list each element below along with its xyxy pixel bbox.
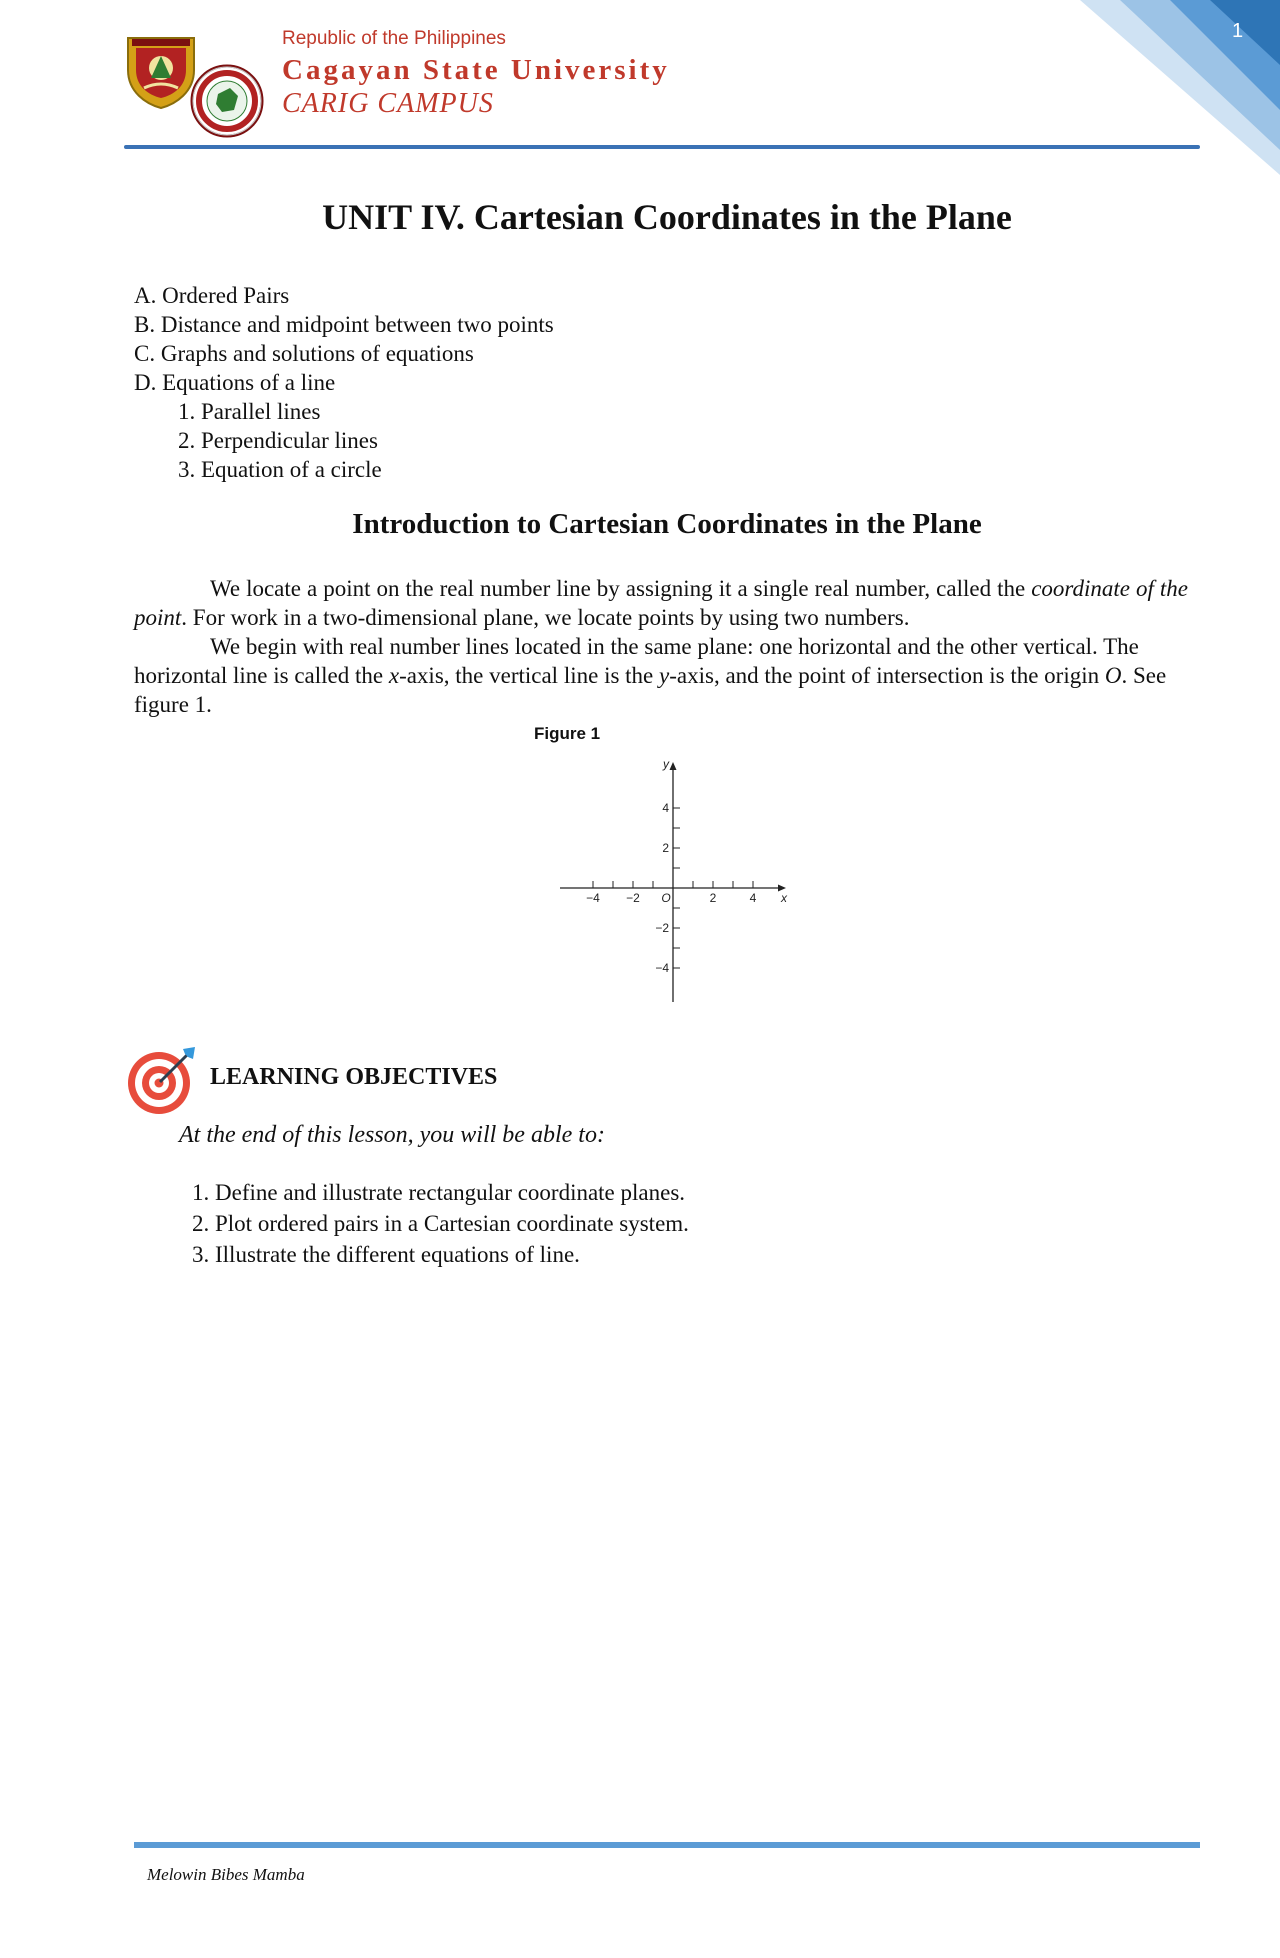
intro-text [134, 574, 1188, 719]
toc-item: C. Graphs and solutions of equations [134, 341, 474, 366]
campus-name: CARIG CAMPUS [282, 88, 494, 119]
author-name: Melowin Bibes Mamba [147, 1865, 305, 1884]
x-axis-label: x [781, 891, 787, 905]
y-axis-arrow [670, 762, 677, 770]
target-icon [126, 1044, 198, 1116]
section-title: Introduction to Cartesian Coordinates in the Plane [352, 508, 982, 540]
y-tick-label: 2 [662, 841, 669, 855]
objectives-title: LEARNING OBJECTIVES [210, 1064, 498, 1090]
y-tick-label: −2 [655, 921, 669, 935]
toc-item: D. Equations of a line [134, 370, 336, 395]
x-tick-label: 4 [749, 891, 757, 905]
intro-paragraph: We locate a point on the real number line by assigning it a single real number, called the coordinate of the point. For work in a two-dimensional plane, we locate points by using two numbers. [134, 576, 1188, 630]
toc-item: A. Ordered Pairs [134, 283, 290, 308]
republic-label: Republic of the Philippines [282, 28, 506, 49]
y-tick-label: −4 [655, 961, 669, 975]
header-divider [124, 145, 1200, 149]
toc-subitem: 1. Parallel lines [178, 399, 321, 424]
x-tick-label: 2 [709, 891, 717, 905]
figure-caption: Figure 1 [534, 724, 601, 743]
toc-subitem: 3. Equation of a circle [178, 457, 382, 482]
x-tick-label: −4 [586, 891, 600, 905]
page-number: 1 [1232, 20, 1244, 42]
objective-item: 3. Illustrate the different equations of line. [192, 1242, 580, 1267]
university-seal-icon [124, 34, 198, 110]
y-tick-label: 4 [662, 801, 669, 815]
toc-item: B. Distance and midpoint between two points [134, 312, 554, 337]
university-name: Cagayan State University [282, 54, 670, 86]
footer-divider [134, 1842, 1200, 1848]
intro-paragraph: We begin with real number lines located in the same plane: one horizontal and the other vertical. The horizontal line is called the x-axis, the vertical line is the y-axis, and the point of intersection is the origin O. See figure 1. [134, 634, 1167, 717]
college-seal-icon [190, 64, 264, 138]
origin-label: O [661, 891, 671, 905]
y-axis-label: y [663, 757, 669, 771]
x-tick-label: −2 [626, 891, 640, 905]
coordinate-axes-figure [556, 752, 796, 1006]
objective-item: 1. Define and illustrate rectangular coordinate planes. [192, 1180, 686, 1205]
unit-title: UNIT IV. Cartesian Coordinates in the Plane [322, 197, 1012, 237]
objective-item: 2. Plot ordered pairs in a Cartesian coordinate system. [192, 1211, 689, 1236]
toc-subitem: 2. Perpendicular lines [178, 428, 378, 453]
objectives-intro: At the end of this lesson, you will be able to: [179, 1122, 605, 1148]
